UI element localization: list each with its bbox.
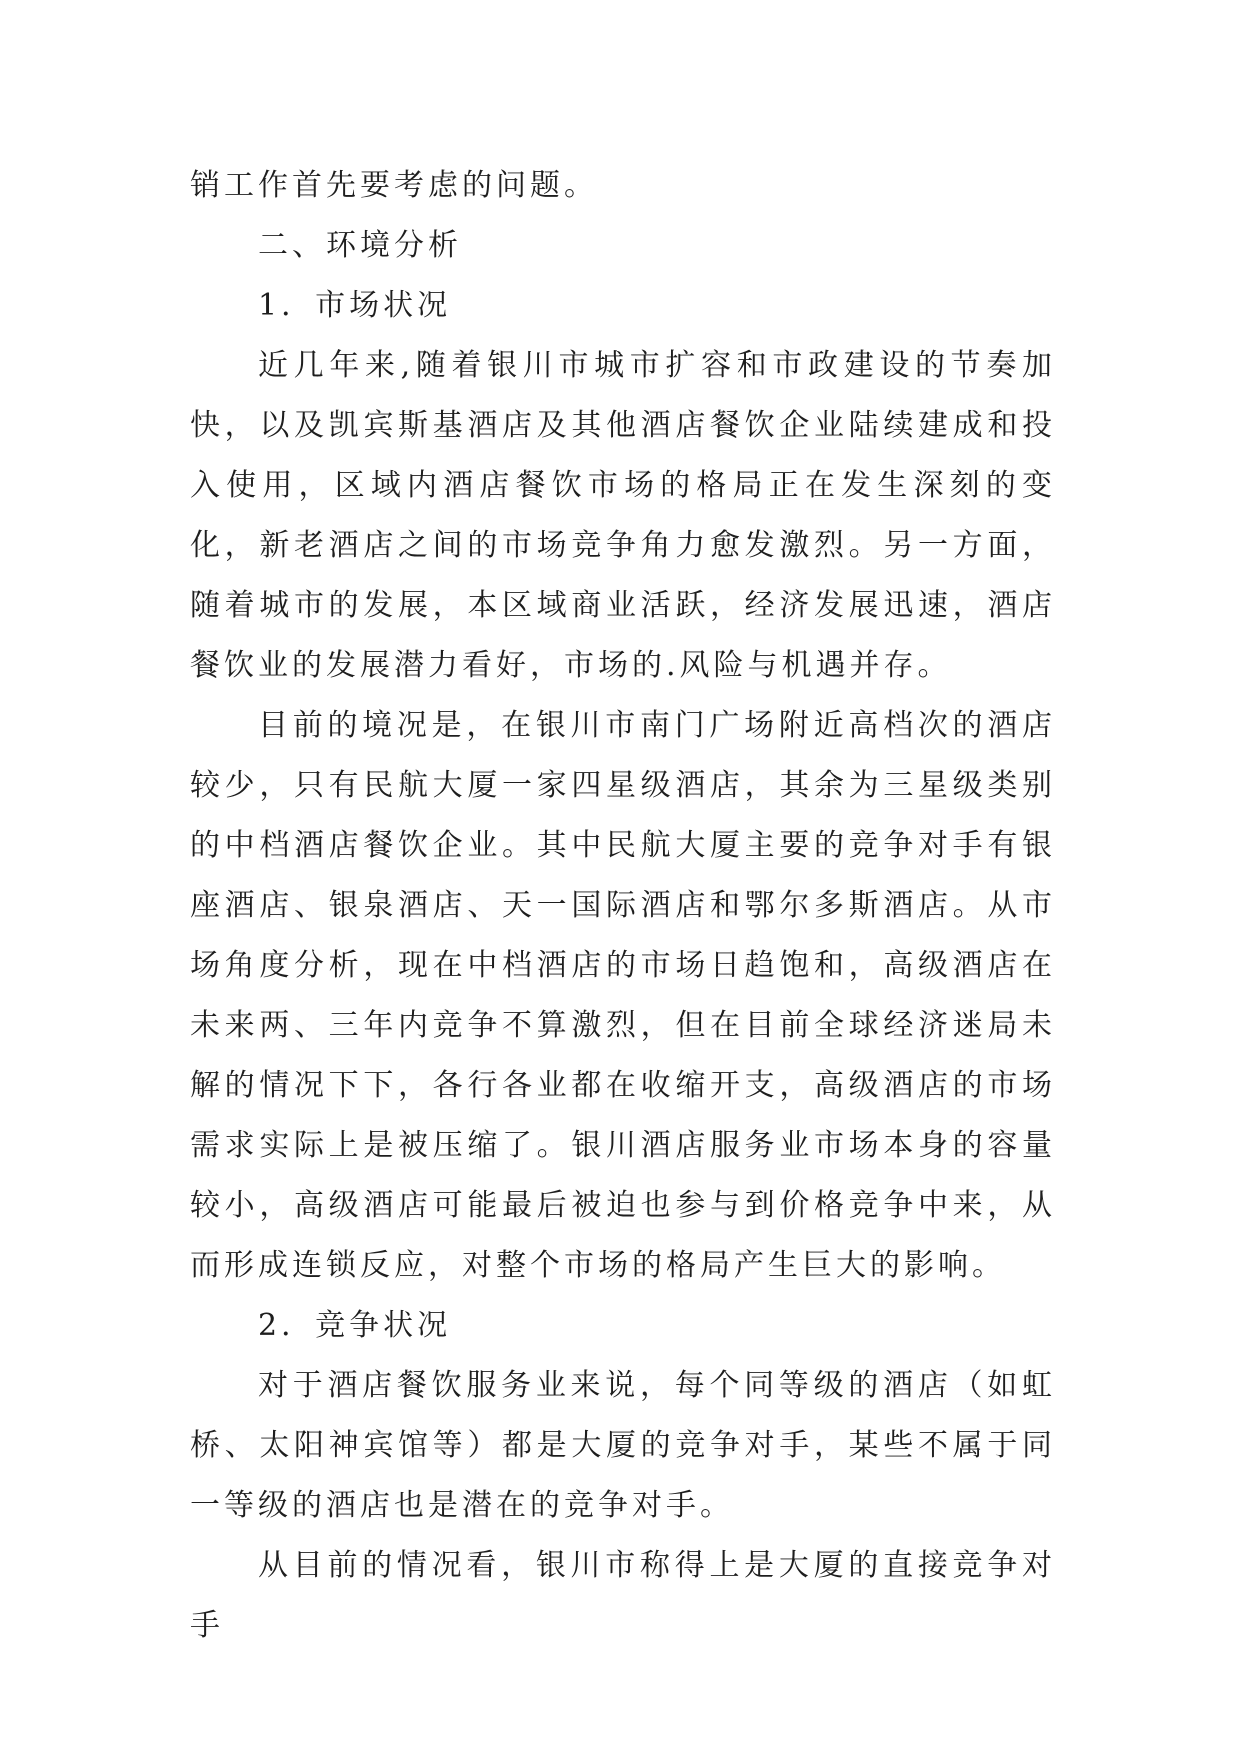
paragraph-direct-competitors: 从目前的情况看，银川市称得上是大厦的直接竞争对手 — [190, 1548, 1056, 1643]
subheading-competition-status: 2．竞争状况 — [258, 1308, 452, 1343]
paragraph-competitors: 对于酒店餐饮服务业来说，每个同等级的酒店（如虹桥、太阳神宾馆等）都是大厦的竞争对手，某些不属于同一等级的酒店也是潜在的竞争对手。 — [190, 1368, 1056, 1523]
subheading-market-status: 1．市场状况 — [258, 288, 452, 323]
paragraph-current-situation: 目前的境况是，在银川市南门广场附近高档次的酒店较少，只有民航大厦一家四星级酒店，其余为三星级类别的中档酒店餐饮企业。其中民航大厦主要的竞争对手有银座酒店、银泉酒店、天一国际酒店和鄂尔多斯酒店。从市场角度分析，现在中档酒店的市场日趋饱和，高级酒店在未来两、三年内竞争不算激烈，但在目前全球经济迷局未解的情况下下，各行各业都在收缩开支，高级酒店的市场需求实际上是被压缩了。银川酒店服务业市场本身的容量较小，高级酒店可能最后被迫也参与到价格竞争中来，从而形成连锁反应，对整个市场的格局产生巨大的影响。 — [190, 708, 1056, 1283]
section-heading-environment-analysis: 二、环境分析 — [258, 228, 462, 263]
document-body — [190, 156, 1056, 1656]
paragraph-continued: 销工作首先要考虑的问题。 — [190, 168, 598, 203]
paragraph-market-overview: 近几年来,随着银川市城市扩容和市政建设的节奏加快，以及凯宾斯基酒店及其他酒店餐饮企业陆续建成和投入使用，区域内酒店餐饮市场的格局正在发生深刻的变化，新老酒店之间的市场竞争角力愈发激烈。另一方面，随着城市的发展，本区域商业活跃，经济发展迅速，酒店餐饮业的发展潜力看好，市场的.风险与机遇并存。 — [190, 348, 1056, 683]
